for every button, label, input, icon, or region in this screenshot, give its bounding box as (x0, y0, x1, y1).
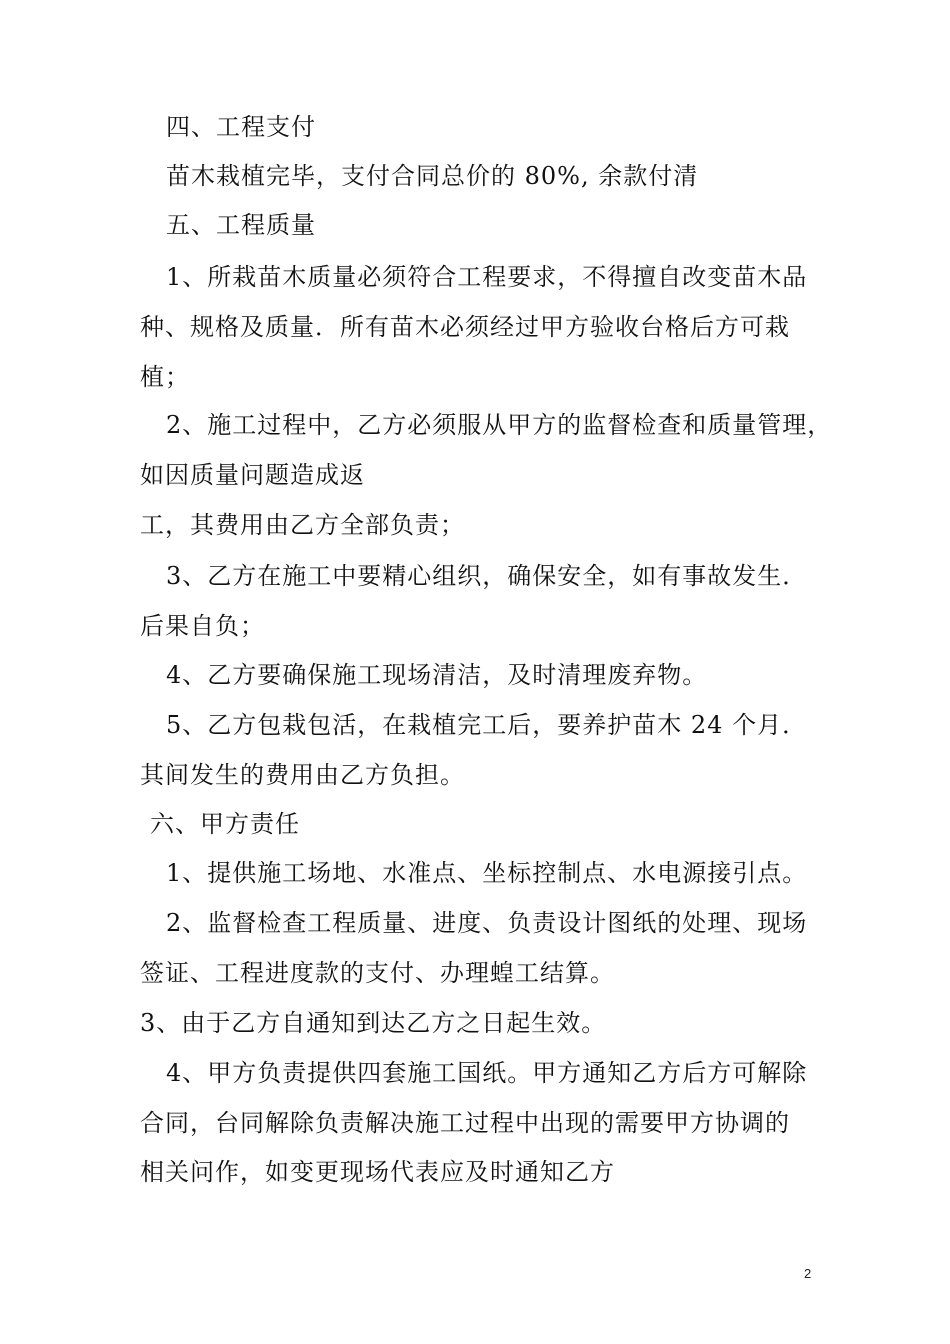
section-heading-party-a: 六、甲方责任 (150, 810, 300, 838)
paragraph-line: 种、规格及质量．所有苗木必须经过甲方验收台格后方可栽 (140, 313, 790, 341)
page-number: 2 (804, 1266, 812, 1281)
paragraph-line: 1、提供施工场地、水准点、坐标控制点、水电源接引点。 (166, 859, 808, 887)
paragraph-line: 2、监督检查工程质量、进度、负责设计图纸的处理、现场 (166, 909, 808, 937)
section-heading-quality: 五、工程质量 (166, 211, 316, 239)
section-heading-payment: 四、工程支付 (166, 113, 316, 141)
paragraph-line: 后果自负； (140, 612, 265, 640)
paragraph-line: 5、乙方包栽包活，在栽植完工后，要养护苗木 24 个月． (166, 711, 808, 739)
paragraph-line: 1、所栽苗木质量必须符合工程要求，不得擅自改变苗木品 (166, 263, 808, 291)
paragraph-line: 其间发生的费用由乙方负担。 (140, 761, 465, 789)
paragraph-line: 苗木栽植完毕，支付合同总价的 80%, 余款付清 (166, 162, 699, 190)
paragraph-line: 相关问作，如变更现场代表应及时通知乙方 (140, 1158, 615, 1186)
paragraph-line: 如因质量问题造成返 (140, 461, 365, 489)
paragraph-line: 签证、工程进度款的支付、办理蝗工结算。 (140, 959, 615, 987)
paragraph-line: 2、施工过程中，乙方必须服从甲方的监督检查和质量管理， (166, 411, 833, 439)
paragraph-line: 4、乙方要确保施工现场清洁，及时清理废弃物。 (166, 661, 708, 689)
paragraph-line: 合同，台同解除负责解决施工过程中出现的需要甲方协调的 (140, 1109, 790, 1137)
paragraph-line: 4、甲方负责提供四套施工国纸。甲方通知乙方后方可解除 (166, 1059, 808, 1087)
paragraph-line: 植； (140, 363, 190, 391)
paragraph-line: 3、乙方在施工中要精心组织，确保安全，如有事故发生． (166, 562, 808, 590)
paragraph-line: 3、由于乙方自通知到达乙方之日起生效。 (140, 1009, 607, 1037)
paragraph-line: 工，其费用由乙方全部负责； (140, 511, 465, 539)
